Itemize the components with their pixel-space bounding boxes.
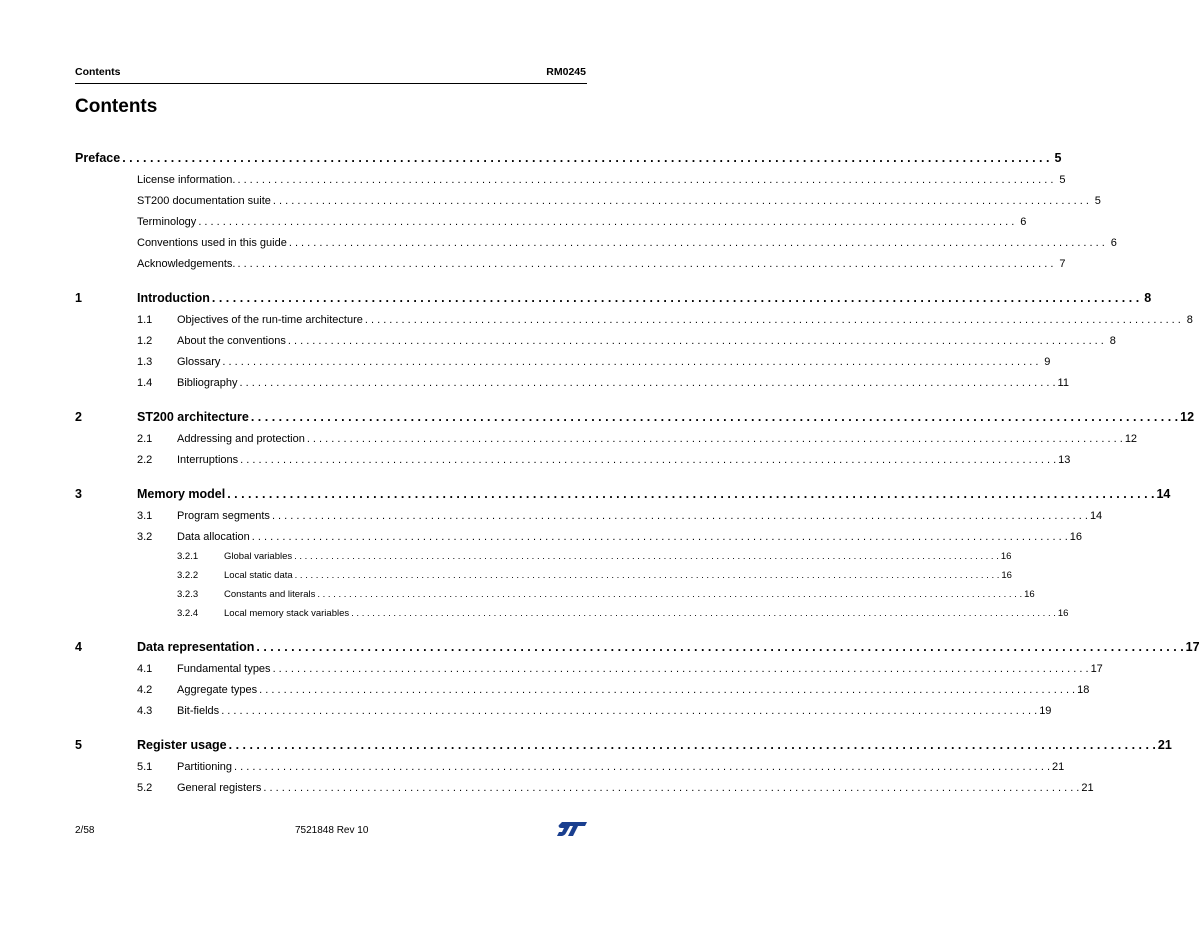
toc-entry-label: General registers <box>177 782 262 794</box>
toc-entry-label: Local memory stack variables <box>224 608 350 619</box>
section-number: 1.3 <box>137 356 153 368</box>
dot-leader <box>198 216 1014 228</box>
section-number: 1.4 <box>137 377 153 389</box>
section-number: 3.2 <box>137 531 153 543</box>
dot-leader <box>317 589 1022 600</box>
section-number: 1.1 <box>137 314 153 326</box>
dot-leader <box>259 684 1075 696</box>
toc-entry-page: 17 <box>1185 640 1200 654</box>
toc-subsection[interactable] <box>75 583 1035 602</box>
toc-entry-page: 7 <box>1059 258 1066 270</box>
dot-leader <box>289 237 1105 249</box>
toc-entry-page: 8 <box>1144 291 1152 305</box>
toc-entry-page: 13 <box>1058 454 1071 466</box>
toc-entry[interactable] <box>75 251 1066 272</box>
footer-page-number: 2/58 <box>75 825 95 836</box>
toc-subsection[interactable] <box>75 564 1012 583</box>
dot-leader <box>273 195 1089 207</box>
dot-leader <box>221 705 1037 717</box>
toc-entry-label: License information. <box>137 174 236 186</box>
toc-entry-page: 16 <box>1057 608 1069 619</box>
toc-entry-page: 12 <box>1180 410 1195 424</box>
toc-entry-page: 6 <box>1020 216 1027 228</box>
toc-entry-label: Bit-fields <box>177 705 220 717</box>
toc-section[interactable] <box>75 698 1052 719</box>
toc-entry-label: Addressing and protection <box>177 433 305 445</box>
running-header-section: Contents <box>75 66 121 78</box>
section-number: 1.2 <box>137 335 153 347</box>
section-number: 3.1 <box>137 510 153 522</box>
toc-entry-page: 16 <box>1069 531 1083 543</box>
running-header-docid: RM0245 <box>546 66 586 78</box>
chapter-number: 3 <box>75 487 82 501</box>
dot-leader <box>263 782 1079 794</box>
toc-entry[interactable] <box>75 188 1101 209</box>
toc-chapter-2[interactable] <box>75 404 1195 426</box>
toc-section[interactable] <box>75 524 1083 545</box>
subsection-number: 3.2.4 <box>177 608 199 619</box>
section-number: 4.2 <box>137 684 153 696</box>
toc-entry-page: 14 <box>1089 510 1103 522</box>
toc-entry-page: 8 <box>1186 314 1193 326</box>
dot-leader <box>307 433 1123 445</box>
dot-leader <box>237 174 1053 186</box>
toc-section[interactable] <box>75 656 1103 677</box>
toc-entry-label: About the conventions <box>177 335 286 347</box>
dot-leader <box>234 761 1050 773</box>
toc-entry-label: Objectives of the run-time architecture <box>177 314 363 326</box>
toc-entry-page: 12 <box>1124 433 1138 445</box>
toc-entry-label: Interruptions <box>177 454 239 466</box>
dot-leader <box>240 454 1056 466</box>
toc-entry-label: Register usage <box>137 738 227 752</box>
st-logo-icon <box>556 820 588 838</box>
dot-leader <box>251 410 1178 424</box>
toc-entry-page: 16 <box>1000 551 1012 562</box>
dot-leader <box>295 570 1000 581</box>
toc-entry-page: 5 <box>1054 151 1062 165</box>
subsection-number: 3.2.1 <box>177 551 199 562</box>
toc-entry-label: Preface <box>75 151 121 165</box>
toc-entry-page: 19 <box>1039 705 1052 717</box>
dot-leader <box>252 531 1068 543</box>
toc-subsection[interactable] <box>75 602 1069 621</box>
toc-entry[interactable] <box>75 209 1027 230</box>
subsection-number: 3.2.3 <box>177 589 199 600</box>
toc-entry-page: 9 <box>1044 356 1051 368</box>
toc-entry-label: Conventions used in this guide <box>137 237 287 249</box>
toc-section[interactable] <box>75 503 1103 524</box>
dot-leader <box>222 356 1038 368</box>
dot-leader <box>294 551 999 562</box>
toc-section[interactable] <box>75 426 1138 447</box>
dot-leader <box>237 258 1053 270</box>
toc-chapter-1[interactable] <box>75 285 1152 307</box>
toc-entry-page: 21 <box>1081 782 1094 794</box>
dot-leader <box>256 640 1183 654</box>
toc-entry-label: Introduction <box>137 291 210 305</box>
section-number: 2.2 <box>137 454 153 466</box>
section-number: 5.1 <box>137 761 153 773</box>
toc-entry-page: 11 <box>1057 377 1069 389</box>
table-of-contents <box>75 145 1200 796</box>
toc-entry-label: Partitioning <box>177 761 233 773</box>
toc-entry-preface[interactable] <box>75 145 1062 167</box>
chapter-number: 5 <box>75 738 82 752</box>
dot-leader <box>227 487 1154 501</box>
toc-entry-label: Memory model <box>137 487 226 501</box>
section-number: 4.1 <box>137 663 153 675</box>
toc-entry-label: Program segments <box>177 510 270 522</box>
chapter-number: 1 <box>75 291 82 305</box>
dot-leader <box>273 663 1089 675</box>
toc-entry-label: ST200 architecture <box>137 410 249 424</box>
toc-section[interactable] <box>75 370 1069 391</box>
dot-leader <box>122 151 1049 165</box>
toc-entry-label: Aggregate types <box>177 684 258 696</box>
toc-entry-label: Data representation <box>137 640 255 654</box>
toc-section[interactable] <box>75 349 1051 370</box>
toc-entry-page: 17 <box>1090 663 1103 675</box>
toc-entry-label: ST200 documentation suite <box>137 195 271 207</box>
header-rule <box>75 83 587 84</box>
toc-section[interactable] <box>75 307 1193 328</box>
footer-doc-revision: 7521848 Rev 10 <box>295 825 369 836</box>
toc-section[interactable] <box>75 677 1090 698</box>
toc-entry-page: 16 <box>1001 570 1012 581</box>
toc-entry-label: Terminology <box>137 216 197 228</box>
toc-entry-page: 14 <box>1156 487 1171 501</box>
toc-entry-label: Glossary <box>177 356 221 368</box>
toc-entry[interactable] <box>75 230 1117 251</box>
toc-entry-page: 5 <box>1059 174 1066 186</box>
section-number: 4.3 <box>137 705 153 717</box>
toc-entry-label: Acknowledgements. <box>137 258 236 270</box>
toc-section[interactable] <box>75 754 1065 775</box>
toc-entry-page: 8 <box>1109 335 1116 347</box>
toc-chapter-5[interactable] <box>75 732 1172 754</box>
subsection-number: 3.2.2 <box>177 570 199 581</box>
toc-chapter-3[interactable] <box>75 481 1171 503</box>
page-title: Contents <box>75 96 158 117</box>
toc-entry-page: 16 <box>1024 589 1035 600</box>
toc-entry-page: 5 <box>1094 195 1101 207</box>
toc-chapter-4[interactable] <box>75 634 1200 656</box>
toc-section[interactable] <box>75 447 1071 468</box>
toc-entry-label: Data allocation <box>177 531 250 543</box>
toc-entry-page: 18 <box>1077 684 1090 696</box>
toc-section[interactable] <box>75 775 1094 796</box>
chapter-number: 4 <box>75 640 82 654</box>
toc-entry-page: 6 <box>1110 237 1117 249</box>
section-number: 2.1 <box>137 433 153 445</box>
dot-leader <box>272 510 1088 522</box>
toc-entry[interactable] <box>75 167 1066 188</box>
toc-entry-label: Local static data <box>224 570 293 581</box>
toc-entry-label: Bibliography <box>177 377 238 389</box>
section-number: 5.2 <box>137 782 153 794</box>
dot-leader <box>351 608 1056 619</box>
chapter-number: 2 <box>75 410 82 424</box>
dot-leader <box>288 335 1104 347</box>
dot-leader <box>365 314 1181 326</box>
dot-leader <box>229 738 1156 752</box>
dot-leader <box>212 291 1139 305</box>
toc-subsection[interactable] <box>75 545 1012 564</box>
dot-leader <box>240 377 1056 389</box>
toc-entry-label: Global variables <box>224 551 293 562</box>
toc-section[interactable] <box>75 328 1116 349</box>
toc-entry-label: Fundamental types <box>177 663 271 675</box>
toc-entry-label: Constants and literals <box>224 589 316 600</box>
toc-entry-page: 21 <box>1157 738 1172 752</box>
toc-entry-page: 21 <box>1052 761 1065 773</box>
